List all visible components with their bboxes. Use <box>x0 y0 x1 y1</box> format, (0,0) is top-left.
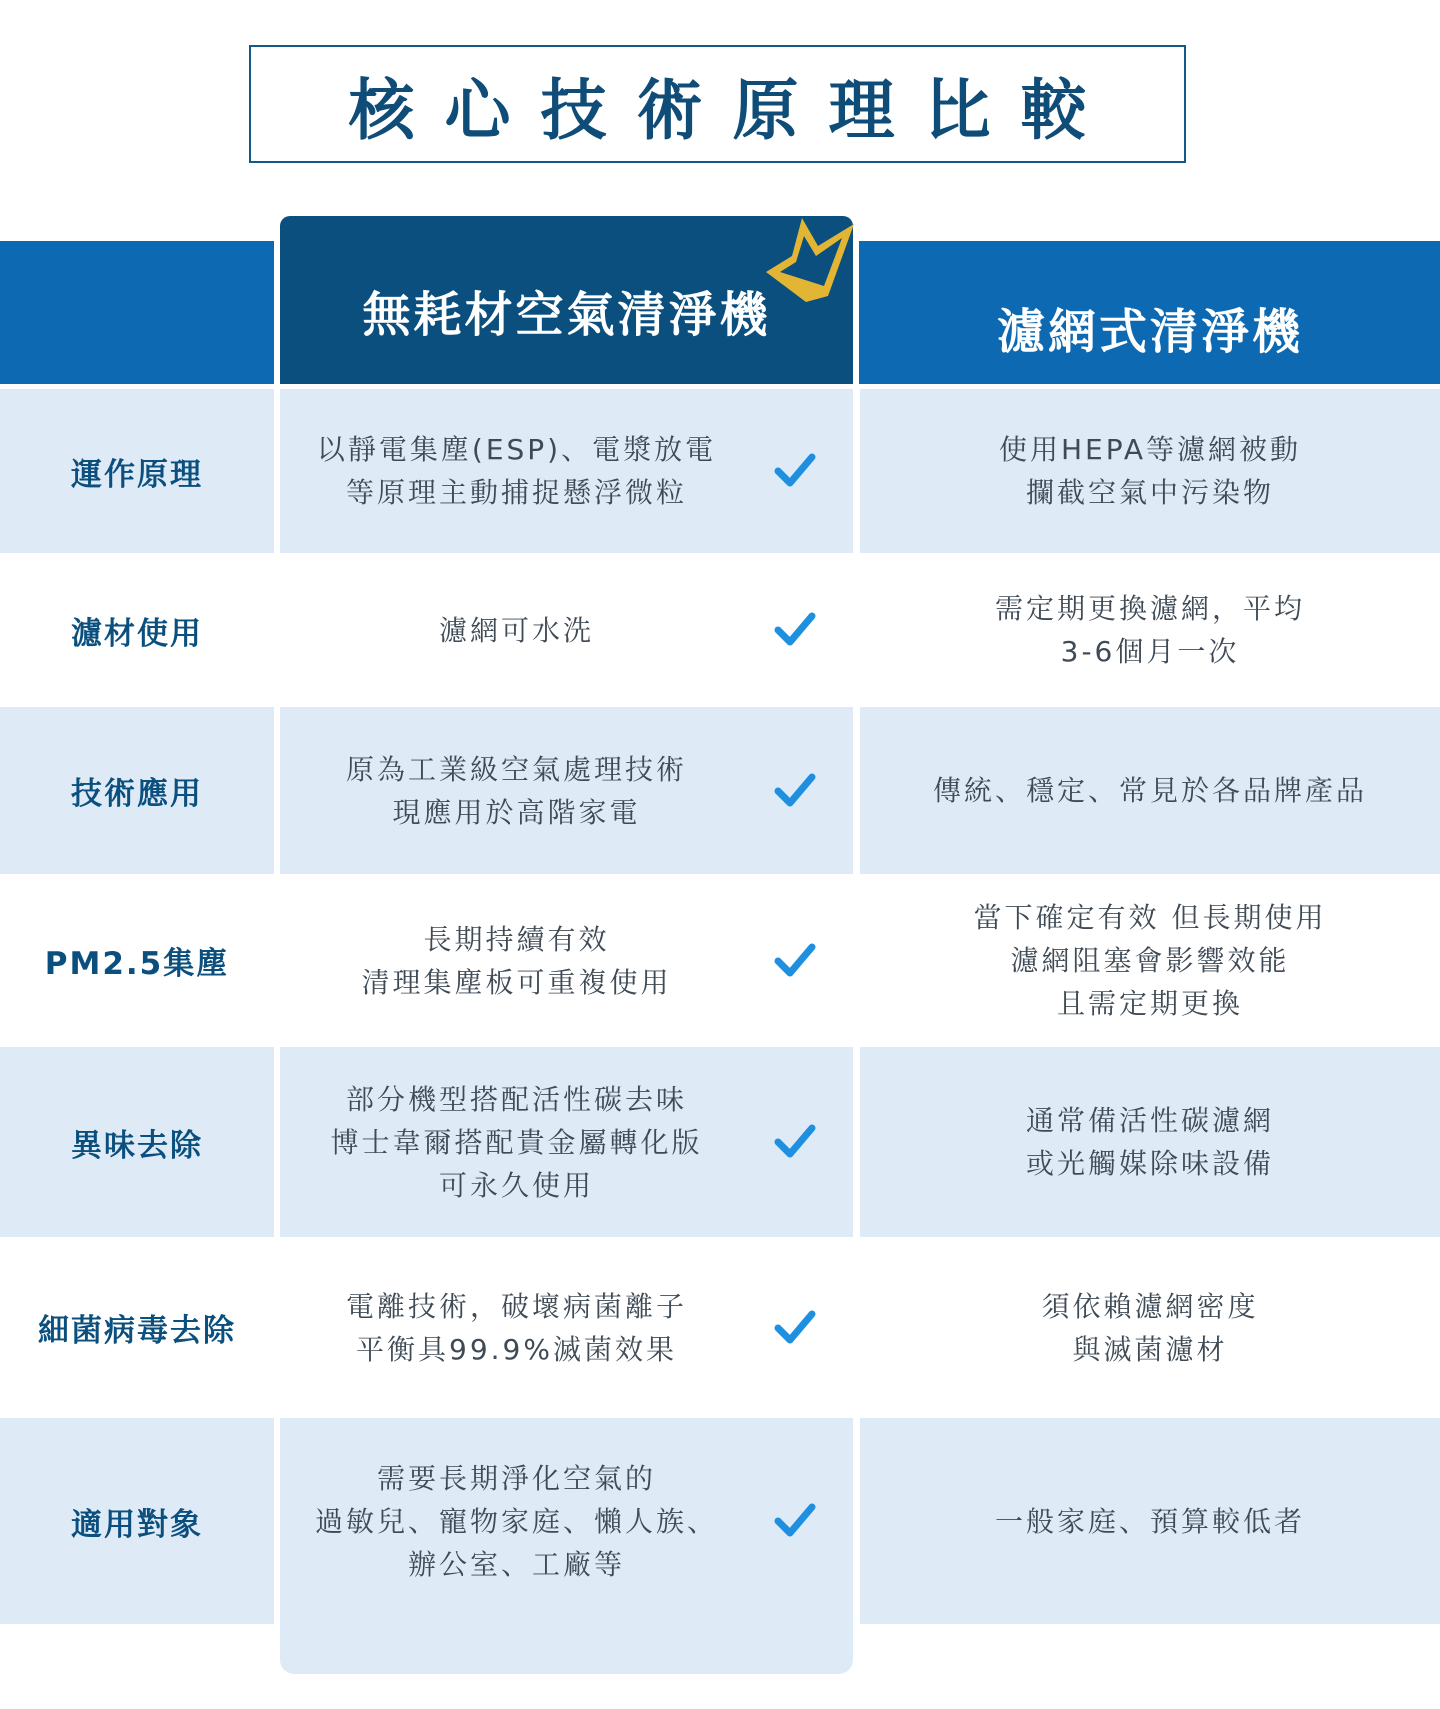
check-icon <box>773 449 817 493</box>
featured-cell <box>280 389 853 553</box>
compare-cell <box>860 389 1440 553</box>
row-label: 細菌病毒去除 <box>38 1313 236 1349</box>
title-box <box>249 45 1186 163</box>
check-icon <box>773 1306 817 1350</box>
featured-cell-text: 以靜電集塵(ESP)、電漿放電 等原理主動捕捉懸浮微粒 <box>316 433 717 509</box>
row-label-cell <box>0 874 274 1047</box>
check-icon <box>773 1499 817 1543</box>
compare-cell-text: 使用HEPA等濾網被動 攔截空氣中污染物 <box>999 433 1301 509</box>
featured-cell-text: 需要長期淨化空氣的 過敏兒、寵物家庭、懶人族、 辦公室、工廠等 <box>314 1461 718 1581</box>
featured-cell-text: 長期持續有效 清理集塵板可重複使用 <box>361 922 672 999</box>
featured-cell-text: 部分機型搭配活性碳去味 博士韋爾搭配貴金屬轉化版 可永久使用 <box>330 1082 703 1202</box>
crown-icon <box>762 216 858 302</box>
row-label-cell <box>0 1418 274 1624</box>
table-row <box>0 874 1440 1047</box>
featured-column-footer <box>280 1624 853 1674</box>
table-row <box>0 389 1440 553</box>
row-label: 技術應用 <box>71 776 203 812</box>
row-label-cell <box>0 1237 274 1418</box>
featured-cell-text: 電離技術，破壞病菌離子 平衡具99.9%滅菌效果 <box>345 1289 687 1366</box>
compare-cell-text: 通常備活性碳濾網 或光觸媒除味設備 <box>1025 1104 1274 1180</box>
featured-cell <box>280 553 853 707</box>
compare-cell-text: 一般家庭、預算較低者 <box>994 1504 1305 1538</box>
compare-cell-text: 當下確定有效 但長期使用 濾網阻塞會影響效能 且需定期更換 <box>973 901 1327 1020</box>
compare-cell <box>860 707 1440 874</box>
table-row <box>0 1418 1440 1624</box>
compare-cell <box>860 874 1440 1047</box>
row-label-cell <box>0 1047 274 1237</box>
featured-cell <box>280 874 853 1047</box>
featured-cell <box>280 1047 853 1237</box>
featured-cell-text: 濾網可水洗 <box>438 613 594 647</box>
compare-cell-text: 須依賴濾網密度 與滅菌濾材 <box>1041 1289 1259 1366</box>
featured-cell <box>280 707 853 874</box>
row-label: 運作原理 <box>71 456 203 493</box>
check-icon <box>773 939 817 983</box>
compare-cell <box>860 1237 1440 1418</box>
featured-cell-text: 原為工業級空氣處理技術 現應用於高階家電 <box>345 752 687 829</box>
compare-column-header <box>860 241 1440 384</box>
compare-cell <box>860 1047 1440 1237</box>
table-row <box>0 553 1440 707</box>
compare-cell <box>860 553 1440 707</box>
row-label: 適用對象 <box>71 1506 203 1543</box>
compare-cell-text: 傳統、穩定、常見於各品牌產品 <box>932 774 1367 807</box>
row-label-cell <box>0 389 274 553</box>
compare-cell-text: 需定期更換濾網，平均 3-6個月一次 <box>994 592 1305 668</box>
compare-cell <box>860 1418 1440 1624</box>
table-row <box>0 1237 1440 1418</box>
check-icon <box>773 608 817 652</box>
check-icon <box>773 769 817 813</box>
featured-cell <box>280 1237 853 1418</box>
row-label-cell <box>0 707 274 874</box>
row-label: PM2.5集塵 <box>44 946 230 982</box>
row-label-cell <box>0 553 274 707</box>
table-row <box>0 707 1440 874</box>
featured-cell <box>280 1418 853 1624</box>
check-icon <box>773 1120 817 1164</box>
row-label: 異味去除 <box>71 1127 203 1164</box>
page-title: 核心技術原理比較 <box>348 71 1117 149</box>
featured-column-title: 無耗材空氣清淨機 <box>362 286 771 343</box>
row-label: 濾材使用 <box>71 615 203 652</box>
compare-column-title: 濾網式清淨機 <box>996 304 1303 360</box>
table-row <box>0 1047 1440 1237</box>
